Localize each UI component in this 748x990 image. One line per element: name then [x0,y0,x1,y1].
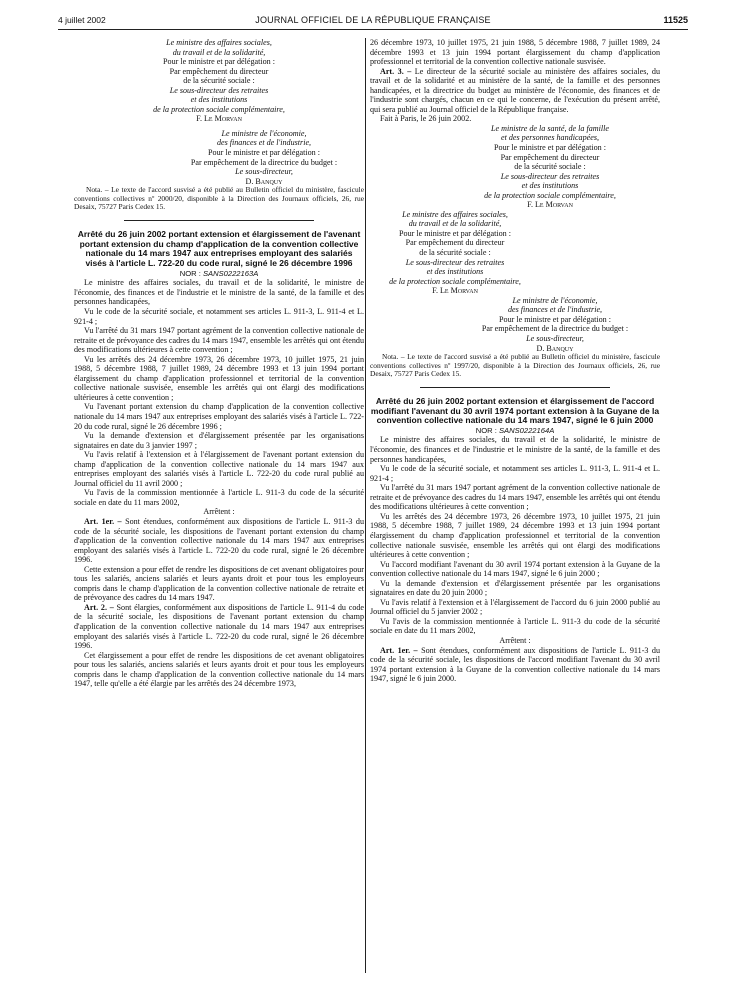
visa-paragraph: Vu l'avenant portant extension du champ d'application de la convention collective nationale du 14 mars 1947 aux entreprises employant des salariés visés à l'article L. 722-20 du code rural, signé le 26 décembre 1996 ; [74,402,364,431]
visa-paragraph: Vu l'avis de la commission mentionnée à l'article L. 911-3 du code de la sécurité sociale en date du 11 mars 2002, [370,616,660,636]
signatory-name: F. Le Morvan [432,286,478,296]
signature-line: Par empêchement de la directrice du budget : [481,324,629,334]
page-header [58,13,688,30]
signatory-name: D. Banquy [245,176,283,186]
article-2: Art. 2. – Sont élargies, conformément aux dispositions de l'article L. 911-4 du code de la sécurité sociale, les dispositions de l'avenant portant extension du champ d'application de la convention collective nationale du 14 mars 1947 aux entreprises employant des salariés visés à l'article L. 722-20 du code rural, signé le 26 décembre 1996. [74,602,364,651]
nota-note: Nota. – Le texte de l'accord susvisé a été publié au Bulletin officiel du ministère, fascicule conventions collectives nº 1997/20, disponible à la Direction des Journaux officiels, 26, rue Desaix, 75727 Paris Cedex 15. [370,352,660,379]
signature-line: et des institutions [521,181,579,191]
arrete-title: Arrêté du 26 juin 2002 portant extension et élargissement de l'accord modifiant l'avenant du 30 avril 1974 portant extension à la Guyane de la convention collective nationale du 14 mars 1947, signé le 6 juin 2000 [370,395,660,426]
signature-line: de la sécurité sociale : [183,76,255,86]
signature-line: et des personnes handicapées, [500,133,599,143]
signature-block-2 [74,129,364,186]
visa-paragraph: Vu l'avis relatif à l'extension et à l'élargissement de l'accord du 6 juin 2000 publié au Journal officiel du 5 janvier 2002 ; [370,597,660,617]
visa-paragraph: Vu l'avis relatif à l'extension et à l'élargissement de l'avenant portant extension du champ d'application de la convention collective nationale du 14 mars 1947 aux entreprises employant des salariés visés à l'article L. 722-20 du code rural publié au Journal officiel du 11 avril 2000 ; [74,450,364,488]
visa-paragraph: Vu le code de la sécurité sociale, et notamment ses articles L. 911-3, L. 911-4 et L. 921-4 ; [370,464,660,483]
visa-paragraph: Vu l'accord modifiant l'avenant du 30 avril 1974 portant extension à la Guyane de la convention collective nationale du 14 mars 1947, signé le 6 juin 2000 ; [370,559,660,579]
signature-line: du travail et de la solidarité, [172,47,266,57]
article-3: Art. 3. – Le directeur de la sécurité sociale au ministère des affaires sociales, du travail et de la solidarité et au ministère de la santé, de la famille et des personnes handicapées, et la directrice du budget au ministère de l'économie, des finances et de l'industrie sont chargés, chacun en ce qui le concerne, de l'exécution du présent arrêté, qui sera publié au Journal officiel de la République française. [370,66,660,114]
signatory-name: F. Le Morvan [196,114,242,124]
signature-block-2 [370,210,540,296]
visa-paragraph: Vu l'avis de la commission mentionnée à l'article L. 911-3 du code de la sécurité sociale en date du 11 mars 2002, [74,488,364,507]
page-number: 11525 [663,15,688,25]
signature-line: Pour le ministre et par délégation : [499,314,611,324]
visa-paragraph: Vu l'arrêté du 31 mars 1947 portant agrément de la convention collective nationale de retraite et de prévoyance des cadres du 14 mars 1947, ensemble les arrêtés qui ont étendu des modifications ultérieures à cette convention ; [370,483,660,512]
signature-line: Le sous-directeur des retraites [500,171,600,181]
nor-reference: NOR : SANS0222163A [179,268,259,278]
visa-paragraph: Vu l'arrêté du 31 mars 1947 portant agrément de la convention collective nationale de retraite et de prévoyance des cadres du 14 mars 1947, ensemble les arrêtés qui ont étendu des modifications ultérieures à cette convention ; [74,326,364,355]
article-label: Art. 2. – [84,602,114,612]
arrete-title: Arrêté du 26 juin 2002 portant extension et élargissement de l'avenant portant extension du champ d'application de la convention collective nationale du 14 mars 1947 aux entreprises employant des salariés visés à l'article L. 722-20 du code rural, signé le 26 décembre 1996 [77,228,361,269]
right-column [370,38,660,684]
header-title: JOURNAL OFFICIEL DE LA RÉPUBLIQUE FRANÇAISE [255,15,491,25]
signature-line: Pour le ministre et par délégation : [163,57,275,67]
signature-line: Par empêchement du directeur [500,152,600,162]
signature-block-1 [370,124,660,210]
signature-line: Par empêchement du directeur [169,66,269,76]
signature-line: Par empêchement du directeur [405,238,505,248]
signature-line: de la protection sociale complémentaire, [153,104,285,114]
signature-line: Le sous-directeur, [235,167,293,177]
signature-line: de la sécurité sociale : [514,162,586,172]
signature-line: Par empêchement de la directrice du budget : [190,157,338,167]
arretent-heading: Arrêtent : [203,507,235,517]
signature-line: Le ministre de la santé, de la famille [491,123,609,133]
fait-a-paris: Fait à Paris, le 26 juin 2002. [380,114,472,124]
visa-paragraph: Vu le code de la sécurité sociale, et notamment ses articles L. 911-3, L. 911-4 et L. 921-4 ; [74,306,364,326]
visa-paragraph: Vu les arrêtés des 24 décembre 1973, 26 décembre 1973, 10 juillet 1975, 21 juin 1988, 5 décembre 1988, 7 juillet 1989, 24 décembre 1993 et 13 juin 1994 portant élargissement du champ d'application professionnel et territorial de la convention collective nationale susvisée, ensemble les arrêtés qui ont élargi des modifications ultérieures à cette convention ; [370,511,660,560]
signature-line: Le ministre de l'économie, [221,128,307,138]
signature-line: Le sous-directeur des retraites [169,85,269,95]
signature-line: Pour le ministre et par délégation : [208,148,320,158]
section-separator [420,387,610,388]
signatory-name: D. Banquy [536,343,574,353]
signature-line: de la sécurité sociale : [419,248,491,258]
signature-line: Le ministre des affaires sociales, [402,209,508,219]
article-paragraph: Cet élargissement a pour effet de rendre les dispositions de cet avenant obligatoires pour tous les salariés, anciens salariés et leurs ayants droit et pour tous les employeurs compris dans le champ d'application de la convention collective nationale du 14 mars 1947, telle qu'elle a été élargie par les arrêtés des 24 décembre 1973, [74,650,364,689]
signature-line: et des institutions [190,95,248,105]
signature-line: de la protection sociale complémentaire, [389,276,521,286]
article-label: Art. 3. – [380,66,412,76]
visa-paragraph: Le ministre des affaires sociales, du travail et de la solidarité, le ministre de l'économie, des finances et de l'industrie et le ministre de la santé, de la famille et des personnes handicapées, [370,435,660,464]
signature-line: Le ministre de l'économie, [512,295,598,305]
visa-paragraph: Vu la demande d'extension et d'élargissement présentée par les organisations signataires en date du 3 janvier 1997 ; [74,431,364,450]
signature-line: de la protection sociale complémentaire, [484,190,616,200]
signature-line: Le sous-directeur, [526,333,584,343]
nota-note: Nota. – Le texte de l'accord susvisé a été publié au Bulletin officiel du ministère, fascicule conventions collectives nº 2000/20, disponible à la Direction des Journaux officiels, 26, rue Desaix, 75727 Paris Cedex 15. [74,185,364,212]
article-paragraph: Cette extension a pour effet de rendre les dispositions de cet avenant obligatoires pour tous les salariés, anciens salariés et leurs ayants droit et pour tous les employeurs compris dans le champ d'application de la convention collective nationale de retraite et de prévoyance des cadres du 14 mars 1947. [74,564,364,603]
visa-paragraph: Vu la demande d'extension et d'élargissement présentée par les organisations signataires en date du 20 juin 2000 ; [370,578,660,598]
signature-line: des finances et de l'industrie, [507,305,603,315]
continued-paragraph: 26 décembre 1973, 10 juillet 1975, 21 juin 1988, 5 décembre 1988, 7 juillet 1989, 24 décembre 1993 et 13 juin 1994 portant élargissement du champ d'application professionnel et territorial de la convention collective nationale susvisée. [370,38,660,67]
signature-line: Le sous-directeur des retraites [405,257,505,267]
article-label: Art. 1er. – [380,645,418,655]
signature-line: des finances et de l'industrie, [216,138,312,148]
signature-line: du travail et de la solidarité, [408,219,502,229]
signature-block-1 [74,38,364,124]
visa-paragraph: Vu les arrêtés des 24 décembre 1973, 26 décembre 1973, 10 juillet 1975, 21 juin 1988, 5 décembre 1988, 7 juillet 1989, 24 décembre 1993 et 13 juin 1994 portant élargissement du champ d'application professionnel et territorial de la convention collective nationale susvisée, ensemble les arrêtés qui ont élargi des modifications ultérieures à cette convention ; [74,354,364,402]
signature-line: Pour le ministre et par délégation : [494,143,606,153]
article-label: Art. 1er. – [84,517,122,527]
article-1: Art. 1er. – Sont étendues, conformément aux dispositions de l'article L. 911-3 du code de la sécurité sociale, les dispositions de l'avenant portant extension du champ d'application de la convention collective nationale du 14 mars 1947 aux entreprises employant des salariés visés à l'article L. 722-20 du code rural, signé le 26 décembre 1996. [74,517,364,565]
visa-paragraph: Le ministre des affaires sociales, du travail et de la solidarité, le ministre de l'économie, des finances et de l'industrie et le ministre de la santé, de la famille et des personnes handicapées, [74,278,364,307]
arretent-heading: Arrêtent : [499,635,531,645]
signature-line: Pour le ministre et par délégation : [399,228,511,238]
signatory-name: F. Le Morvan [527,200,573,210]
section-separator [124,220,314,221]
nor-reference: NOR : SANS0222164A [475,425,555,435]
column-rule [365,38,366,973]
article-1: Art. 1er. – Sont étendues, conformément aux dispositions de l'article L. 911-3 du code de la sécurité sociale, les dispositions de l'accord modifiant l'avenant du 30 avril 1974 portant extension à la Guyane de la convention collective nationale du 14 mars 1947, signé le 6 juin 2000. [370,645,660,684]
signature-line: Le ministre des affaires sociales, [166,38,272,47]
signature-line: et des institutions [426,267,484,277]
left-column [74,38,364,689]
signature-block-3 [370,296,660,353]
header-date: 4 juillet 2002 [58,15,106,25]
